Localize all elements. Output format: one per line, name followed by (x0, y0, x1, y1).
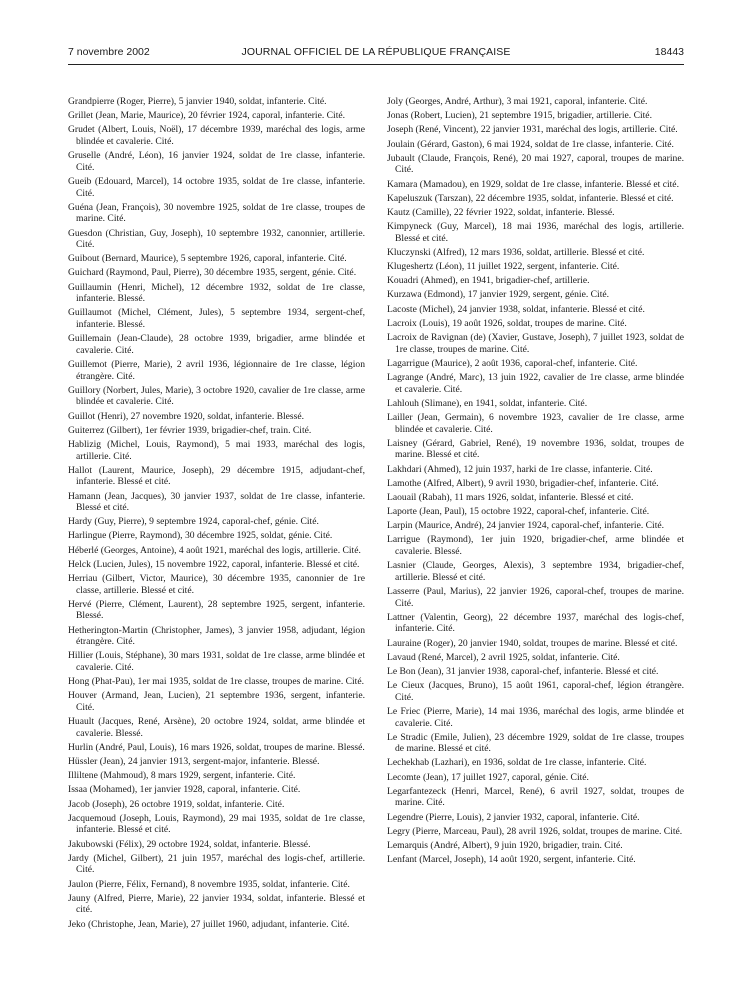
citation-entry: Héberlé (Georges, Antoine), 4 août 1921, maréchal des logis, artillerie. Cité. (68, 544, 361, 556)
citation-entry: Laporte (Jean, Paul), 15 octobre 1922, caporal-chef, infanterie. Cité. (387, 506, 650, 518)
citation-entry: Hablizig (Michel, Louis, Raymond), 5 mai 1933, maréchal des logis, artillerie. Cité. (68, 438, 365, 462)
citation-entry: Joseph (René, Vincent), 22 janvier 1931, maréchal des logis, artillerie. Cité. (387, 124, 678, 136)
citation-entry: Jaulon (Pierre, Félix, Fernand), 8 novembre 1935, soldat, infanterie. Cité. (68, 878, 350, 890)
citation-entry: Larpin (Maurice, André), 24 janvier 1924, caporal-chef, infanterie. Cité. (387, 520, 665, 532)
citation-entry: Guesdon (Christian, Guy, Joseph), 10 septembre 1932, canonnier, artillerie. Cité. (68, 227, 365, 251)
citation-entry: Hardy (Guy, Pierre), 9 septembre 1924, caporal-chef, génie. Cité. (68, 516, 319, 528)
citation-entry: Guillemot (Pierre, Marie), 2 avril 1936, légionnaire de 1re classe, légion étrangère. Cité. (68, 359, 365, 382)
citation-entry: Kouadri (Ahmed), en 1941, brigadier-chef, artillerie. (387, 275, 590, 287)
citation-entry: Laouail (Rabah), 11 mars 1926, soldat, infanterie. Blessé et cité. (387, 491, 634, 503)
citation-entry: Issaa (Mohamed), 1er janvier 1928, caporal, infanterie. Cité. (68, 784, 301, 796)
citation-entry: Grandpierre (Roger, Pierre), 5 janvier 1940, soldat, infanterie. Cité. (68, 96, 327, 107)
citation-entry: Lemarquis (André, Albert), 9 juin 1920, brigadier, train. Cité. (387, 840, 623, 851)
citation-entry: Lenfant (Marcel, Joseph), 14 août 1920, sergent, infanterie. Cité. (387, 854, 636, 866)
citation-entry: Legendre (Pierre, Louis), 2 janvier 1932, caporal, infanterie. Cité. (387, 811, 640, 823)
citation-entry: Lasnier (Claude, Georges, Alexis), 3 septembre 1934, brigadier-chef, artillerie. Blessé et cité. (387, 560, 684, 583)
citation-entry: Gruselle (André, Léon), 16 janvier 1924, soldat de 1re classe, infanterie. Cité. (68, 150, 365, 173)
citation-entry: Lamothe (Alfred, Albert), 9 avril 1930, brigadier-chef, infanterie. Cité. (387, 477, 659, 489)
citation-entry: Larrigue (Raymond), 1er juin 1920, brigadier-chef, arme blindée et cavalerie. Blessé. (387, 534, 684, 558)
citation-entry: Hüssler (Jean), 24 janvier 1913, sergent-major, infanterie. Blessé. (68, 756, 320, 768)
citation-entry: Grillet (Jean, Marie, Maurice), 20 février 1924, caporal, infanterie. Cité. (68, 110, 346, 122)
citation-entry: Illiltene (Mahmoud), 8 mars 1929, sergent, infanterie. Cité. (68, 770, 296, 782)
citation-entry: Jacob (Joseph), 26 octobre 1919, soldat, infanterie. Cité. (68, 798, 285, 810)
citation-entry: Houver (Armand, Jean, Lucien), 21 septembre 1936, sergent, infanterie. Cité. (68, 690, 365, 713)
citation-entry: Guillory (Norbert, Jules, Marie), 3 octobre 1920, cavalier de 1re classe, arme blindée et cavalerie. Cité. (68, 384, 365, 408)
citation-entry: Jakubowski (Félix), 29 octobre 1924, soldat, infanterie. Blessé. (68, 838, 311, 850)
citation-entry: Lagarrigue (Maurice), 2 août 1936, caporal-chef, infanterie. Cité. (387, 357, 638, 369)
citation-entry: Hamann (Jean, Jacques), 30 janvier 1937, soldat de 1re classe, infanterie. Blessé et cité. (68, 490, 365, 514)
citation-entry: Lahlouh (Slimane), en 1941, soldat, infanterie. Cité. (387, 397, 588, 409)
citation-entry: Kautz (Camille), 22 février 1922, soldat, infanterie. Blessé. (387, 206, 615, 218)
citation-entry: Lasserre (Paul, Marius), 22 janvier 1926, caporal-chef, troupes de marine. Cité. (387, 586, 684, 609)
citation-entry: Harlingue (Pierre, Raymond), 30 décembre 1925, soldat, génie. Cité. (68, 530, 333, 542)
citation-entry: Lakhdari (Ahmed), 12 juin 1937, harki de 1re classe, infanterie. Cité. (387, 463, 653, 475)
citation-entry: Legry (Pierre, Marceau, Paul), 28 avril 1926, soldat, troupes de marine. Cité. (387, 825, 683, 837)
citation-entry: Lacroix de Ravignan (de) (Xavier, Gustave, Joseph), 7 juillet 1923, soldat de 1re classe, troupes de marine. Cité. (387, 332, 684, 355)
citation-entry: Jonas (Robert, Lucien), 21 septembre 1915, brigadier, artillerie. Cité. (387, 110, 652, 122)
citation-entry: Lavaud (René, Marcel), 2 avril 1925, soldat, infanterie. Cité. (387, 651, 620, 663)
page-number: 18443 (654, 46, 684, 58)
page-header (68, 46, 684, 60)
citation-entry: Lailler (Jean, Germain), 6 novembre 1923, cavalier de 1re classe, arme blindée et cavalerie. Cité. (387, 411, 684, 435)
citation-entry: Grudet (Albert, Louis, Noël), 17 décembre 1939, maréchal des logis, arme blindée et cavalerie. Cité. (68, 124, 365, 147)
citation-entry: Le Bon (Jean), 31 janvier 1938, caporal-chef, infanterie. Blessé et cité. (387, 665, 659, 677)
citation-entry: Lacoste (Michel), 24 janvier 1938, soldat, infanterie. Blessé et cité. (387, 303, 645, 315)
citation-entry: Kluczynski (Alfred), 12 mars 1936, soldat, artillerie. Blessé et cité. (387, 246, 645, 258)
citation-entry: Le Cieux (Jacques, Bruno), 15 août 1961, caporal-chef, légion étrangère. Cité. (387, 680, 684, 703)
citation-entry: Jauny (Alfred, Pierre, Marie), 22 janvier 1934, soldat, infanterie. Blessé et cité. (68, 892, 365, 916)
journal-title: JOURNAL OFFICIEL DE LA RÉPUBLIQUE FRANÇAISE (241, 46, 511, 58)
citation-entry: Laisney (Gérard, Gabriel, René), 19 novembre 1936, soldat, troupes de marine. Blessé et cité. (387, 437, 684, 461)
citation-entry: Hallot (Laurent, Maurice, Joseph), 29 décembre 1915, adjudant-chef, infanterie. Blessé et cité. (68, 464, 365, 488)
citation-entry: Hillier (Louis, Stéphane), 30 mars 1931, soldat de 1re classe, arme blindée et cavalerie. Cité. (68, 650, 365, 673)
citation-entry: Jeko (Christophe, Jean, Marie), 27 juillet 1960, adjudant, infanterie. Cité. (68, 918, 350, 930)
citation-entry: Kapeluszuk (Tarszan), 22 décembre 1935, soldat, infanterie. Blessé et cité. (387, 192, 674, 204)
citation-entry: Hetherington-Martin (Christopher, James), 3 janvier 1958, adjudant, légion étrangère. Cité. (68, 624, 365, 648)
citation-entry: Kimpyneck (Guy, Marcel), 18 mai 1936, maréchal des logis, artillerie. Blessé et cité. (387, 221, 684, 244)
citation-entry: Le Friec (Pierre, Marie), 14 mai 1936, maréchal des logis, arme blindée et cavalerie. Cité. (387, 705, 684, 729)
citation-entry: Lagrange (André, Marc), 13 juin 1922, cavalier de 1re classe, arme blindée et cavalerie. Cité. (387, 371, 684, 395)
citation-entry: Guéna (Jean, François), 30 novembre 1925, soldat de 1re classe, troupes de marine. Cité. (68, 201, 365, 225)
citation-entry: Jubault (Claude, François, René), 20 mai 1927, caporal, troupes de marine. Cité. (387, 152, 684, 176)
citation-entry: Guiterrez (Gilbert), 1er février 1939, brigadier-chef, train. Cité. (68, 424, 312, 436)
citation-entry: Joly (Georges, André, Arthur), 3 mai 1921, caporal, infanterie. Cité. (387, 96, 648, 107)
citation-entry: Legarfantezeck (Henri, Marcel, René), 6 avril 1927, soldat, troupes de marine. Cité. (387, 785, 684, 809)
citation-entry: Lauraine (Roger), 20 janvier 1940, soldat, troupes de marine. Blessé et cité. (387, 637, 678, 649)
citation-entry: Le Stradic (Emile, Julien), 23 décembre 1929, soldat de 1re classe, troupes de marine. Blessé et cité. (387, 731, 684, 755)
citation-entry: Helck (Lucien, Jules), 15 novembre 1922, caporal, infanterie. Blessé et cité. (68, 558, 360, 570)
citation-entry: Kamara (Mamadou), en 1929, soldat de 1re classe, infanterie. Blessé et cité. (387, 178, 679, 190)
citation-entry: Guillot (Henri), 27 novembre 1920, soldat, infanterie. Blessé. (68, 410, 305, 422)
header-rule (68, 64, 684, 65)
citation-entry: Jardy (Michel, Gilbert), 21 juin 1957, maréchal des logis-chef, artillerie. Cité. (68, 852, 365, 876)
citation-entry: Lattner (Valentin, Georg), 22 décembre 1937, maréchal des logis-chef, infanterie. Cité. (387, 611, 684, 635)
citation-entry: Guibout (Bernard, Maurice), 5 septembre 1926, caporal, infanterie. Cité. (68, 253, 347, 265)
header-date: 7 novembre 2002 (68, 46, 150, 58)
citation-entry: Klugeshertz (Léon), 11 juillet 1922, sergent, infanterie. Cité. (387, 261, 620, 273)
citation-entry: Joulain (Gérard, Gaston), 6 mai 1924, soldat de 1re classe, infanterie. Cité. (387, 138, 674, 150)
citation-entry: Jacquemoud (Joseph, Louis, Raymond), 29 mai 1935, soldat de 1re classe, infanterie. Blessé et cité. (68, 812, 365, 836)
citation-entry: Guillaumot (Michel, Clément, Jules), 5 septembre 1934, sergent-chef, infanterie. Blessé. (68, 307, 365, 331)
left-column (68, 96, 365, 933)
citation-entry: Guichard (Raymond, Paul, Pierre), 30 décembre 1935, sergent, génie. Cité. (68, 267, 357, 279)
citation-entry: Hong (Phat-Pau), 1er mai 1935, soldat de 1re classe, troupes de marine. Cité. (68, 676, 364, 688)
citation-entry: Lecomte (Jean), 17 juillet 1927, caporal, génie. Cité. (387, 771, 589, 783)
citation-entry: Lacroix (Louis), 19 août 1926, soldat, troupes de marine. Cité. (387, 317, 627, 329)
citation-entry: Guillemain (Jean-Claude), 28 octobre 1939, brigadier, arme blindée et cavalerie. Cité. (68, 333, 365, 356)
citation-entry: Huault (Jacques, René, Arsène), 20 octobre 1924, soldat, arme blindée et cavalerie. Blessé. (68, 716, 365, 739)
citation-entry: Hurlin (André, Paul, Louis), 16 mars 1926, soldat, troupes de marine. Blessé. (68, 741, 365, 753)
citation-entry: Guillaumin (Henri, Michel), 12 décembre 1932, soldat de 1re classe, infanterie. Blessé. (68, 281, 365, 305)
citation-entry: Lechekhab (Lazhari), en 1936, soldat de 1re classe, infanterie. Cité. (387, 757, 647, 769)
citation-entry: Gueib (Edouard, Marcel), 14 octobre 1935, soldat de 1re classe, infanterie. Cité. (68, 175, 365, 199)
citation-entry: Hervé (Pierre, Clément, Laurent), 28 septembre 1925, sergent, infanterie. Blessé. (68, 598, 365, 622)
citation-entry: Kurzawa (Edmond), 17 janvier 1929, sergent, génie. Cité. (387, 289, 610, 301)
citation-entry: Herriau (Gilbert, Victor, Maurice), 30 décembre 1935, canonnier de 1re classe, artillerie. Blessé et cité. (68, 573, 365, 596)
right-column (387, 96, 684, 868)
